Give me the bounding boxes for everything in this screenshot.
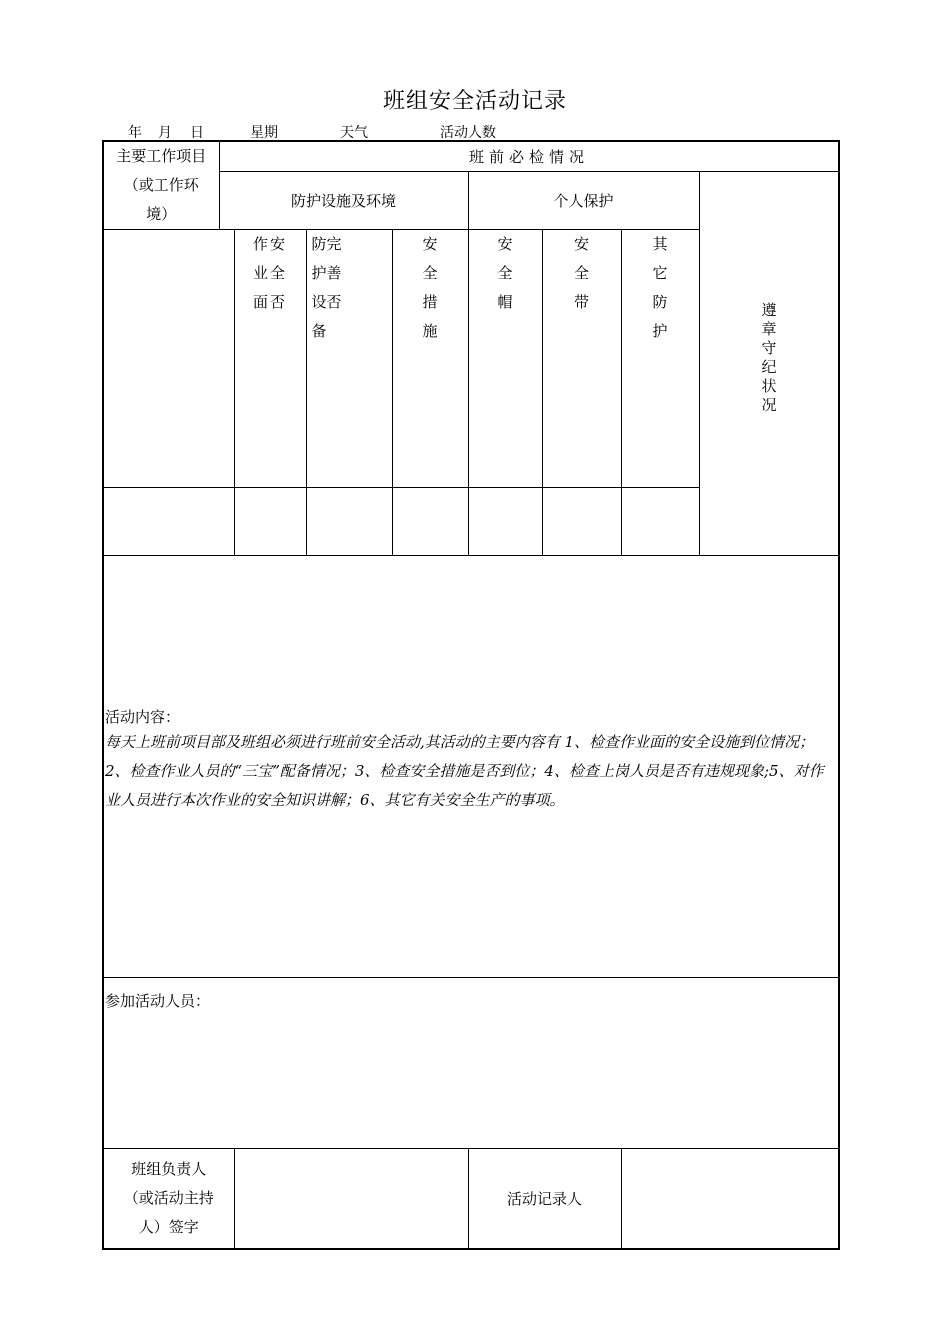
pre-shift-check-header: 班前必检情况: [219, 141, 839, 171]
compliance-char: 纪: [761, 358, 777, 377]
personal-protection-header: 个人保护: [468, 171, 699, 230]
protective-equipment-header: [306, 230, 392, 488]
main-item-label-cell: [103, 141, 219, 230]
header-line: 安: [497, 235, 513, 253]
participants-cell[interactable]: [103, 978, 839, 1149]
safety-activity-form: [102, 140, 840, 1250]
safety-measures-header: [392, 230, 468, 488]
leader-label-line: 班组负责人: [131, 1159, 207, 1178]
main-item-label-line: （或工作环: [123, 176, 199, 194]
header-line: 它: [652, 264, 668, 282]
main-item-label-line: 境）: [146, 205, 177, 223]
header-line: 护善: [311, 264, 342, 282]
other-protection-header: [621, 230, 699, 488]
leader-label-cell: [103, 1149, 234, 1249]
header-line: 帽: [497, 293, 513, 311]
header-line: 全: [422, 264, 438, 282]
compliance-char: 章: [761, 320, 777, 339]
page-title: 班组安全活动记录: [382, 89, 567, 114]
leader-label-line: （或活动主持: [123, 1188, 214, 1207]
entry-cell-other-protection[interactable]: [621, 488, 699, 556]
recorder-signature-field[interactable]: [621, 1149, 839, 1249]
entry-cell-protective-equipment[interactable]: [306, 488, 392, 556]
entry-cell-safety-measures[interactable]: [392, 488, 468, 556]
header-line: 防: [652, 293, 668, 311]
month-label: 月: [158, 125, 172, 141]
work-surface-header: [234, 230, 306, 488]
leader-signature-field[interactable]: [234, 1149, 468, 1249]
header-line: 带: [573, 293, 589, 311]
header-line: 作安: [252, 235, 287, 253]
header-line: 面否: [252, 293, 287, 311]
header-line: 其: [652, 235, 668, 253]
header-line: 措: [422, 293, 438, 311]
header-line: 全: [497, 264, 513, 282]
compliance-header: [699, 171, 839, 556]
header-line: 安: [573, 235, 589, 253]
header-line: 防完: [311, 235, 342, 253]
header-line: 施: [422, 322, 438, 340]
recorder-label: 活动记录人: [468, 1149, 621, 1249]
header-line: 业全: [252, 264, 287, 282]
header-line: 安: [422, 235, 438, 253]
header-line: 设否: [311, 293, 342, 311]
header-line: 全: [573, 264, 589, 282]
day-label: 日: [190, 125, 204, 141]
activity-content-label: 活动内容：: [105, 708, 181, 726]
participants-label: 参加活动人员：: [105, 992, 211, 1010]
entry-cell-work-surface[interactable]: [234, 488, 306, 556]
participants-count-label: 活动人数: [440, 125, 496, 141]
entry-cell-helmet[interactable]: [468, 488, 542, 556]
activity-content-text: 每天上班前项目部及班组必须进行班前安全活动,其活动的主要内容有 1、检查作业面的安全设施到位情况；2、检查作业人员的“三宝”配备情况；3、检查安全措施是否到位；4、检查上岗人员是否有违规现象;5、对作业人员进行本次作业的安全知识讲解；6、其它有关安全生产的事项。: [105, 733, 824, 809]
header-line: 护: [652, 322, 668, 340]
entry-cell-belt[interactable]: [542, 488, 621, 556]
year-label: 年: [128, 125, 142, 141]
weekday-label: 星期: [250, 125, 278, 141]
activity-content-cell[interactable]: [103, 556, 839, 978]
main-item-label-line: 主要工作项目: [116, 147, 207, 165]
belt-header: [542, 230, 621, 488]
header-line: 备: [311, 322, 327, 340]
compliance-char: 状: [761, 377, 777, 396]
leader-label-line: 人）签字: [138, 1217, 199, 1236]
weather-label: 天气: [340, 125, 368, 141]
protection-facilities-header: 防护设施及环境: [219, 171, 468, 230]
compliance-char: 守: [761, 339, 777, 358]
compliance-char: 况: [761, 396, 777, 415]
compliance-char: 遵: [761, 301, 777, 320]
main-item-value-cell[interactable]: [103, 230, 234, 488]
helmet-header: [468, 230, 542, 488]
entry-cell-main-item[interactable]: [103, 488, 234, 556]
